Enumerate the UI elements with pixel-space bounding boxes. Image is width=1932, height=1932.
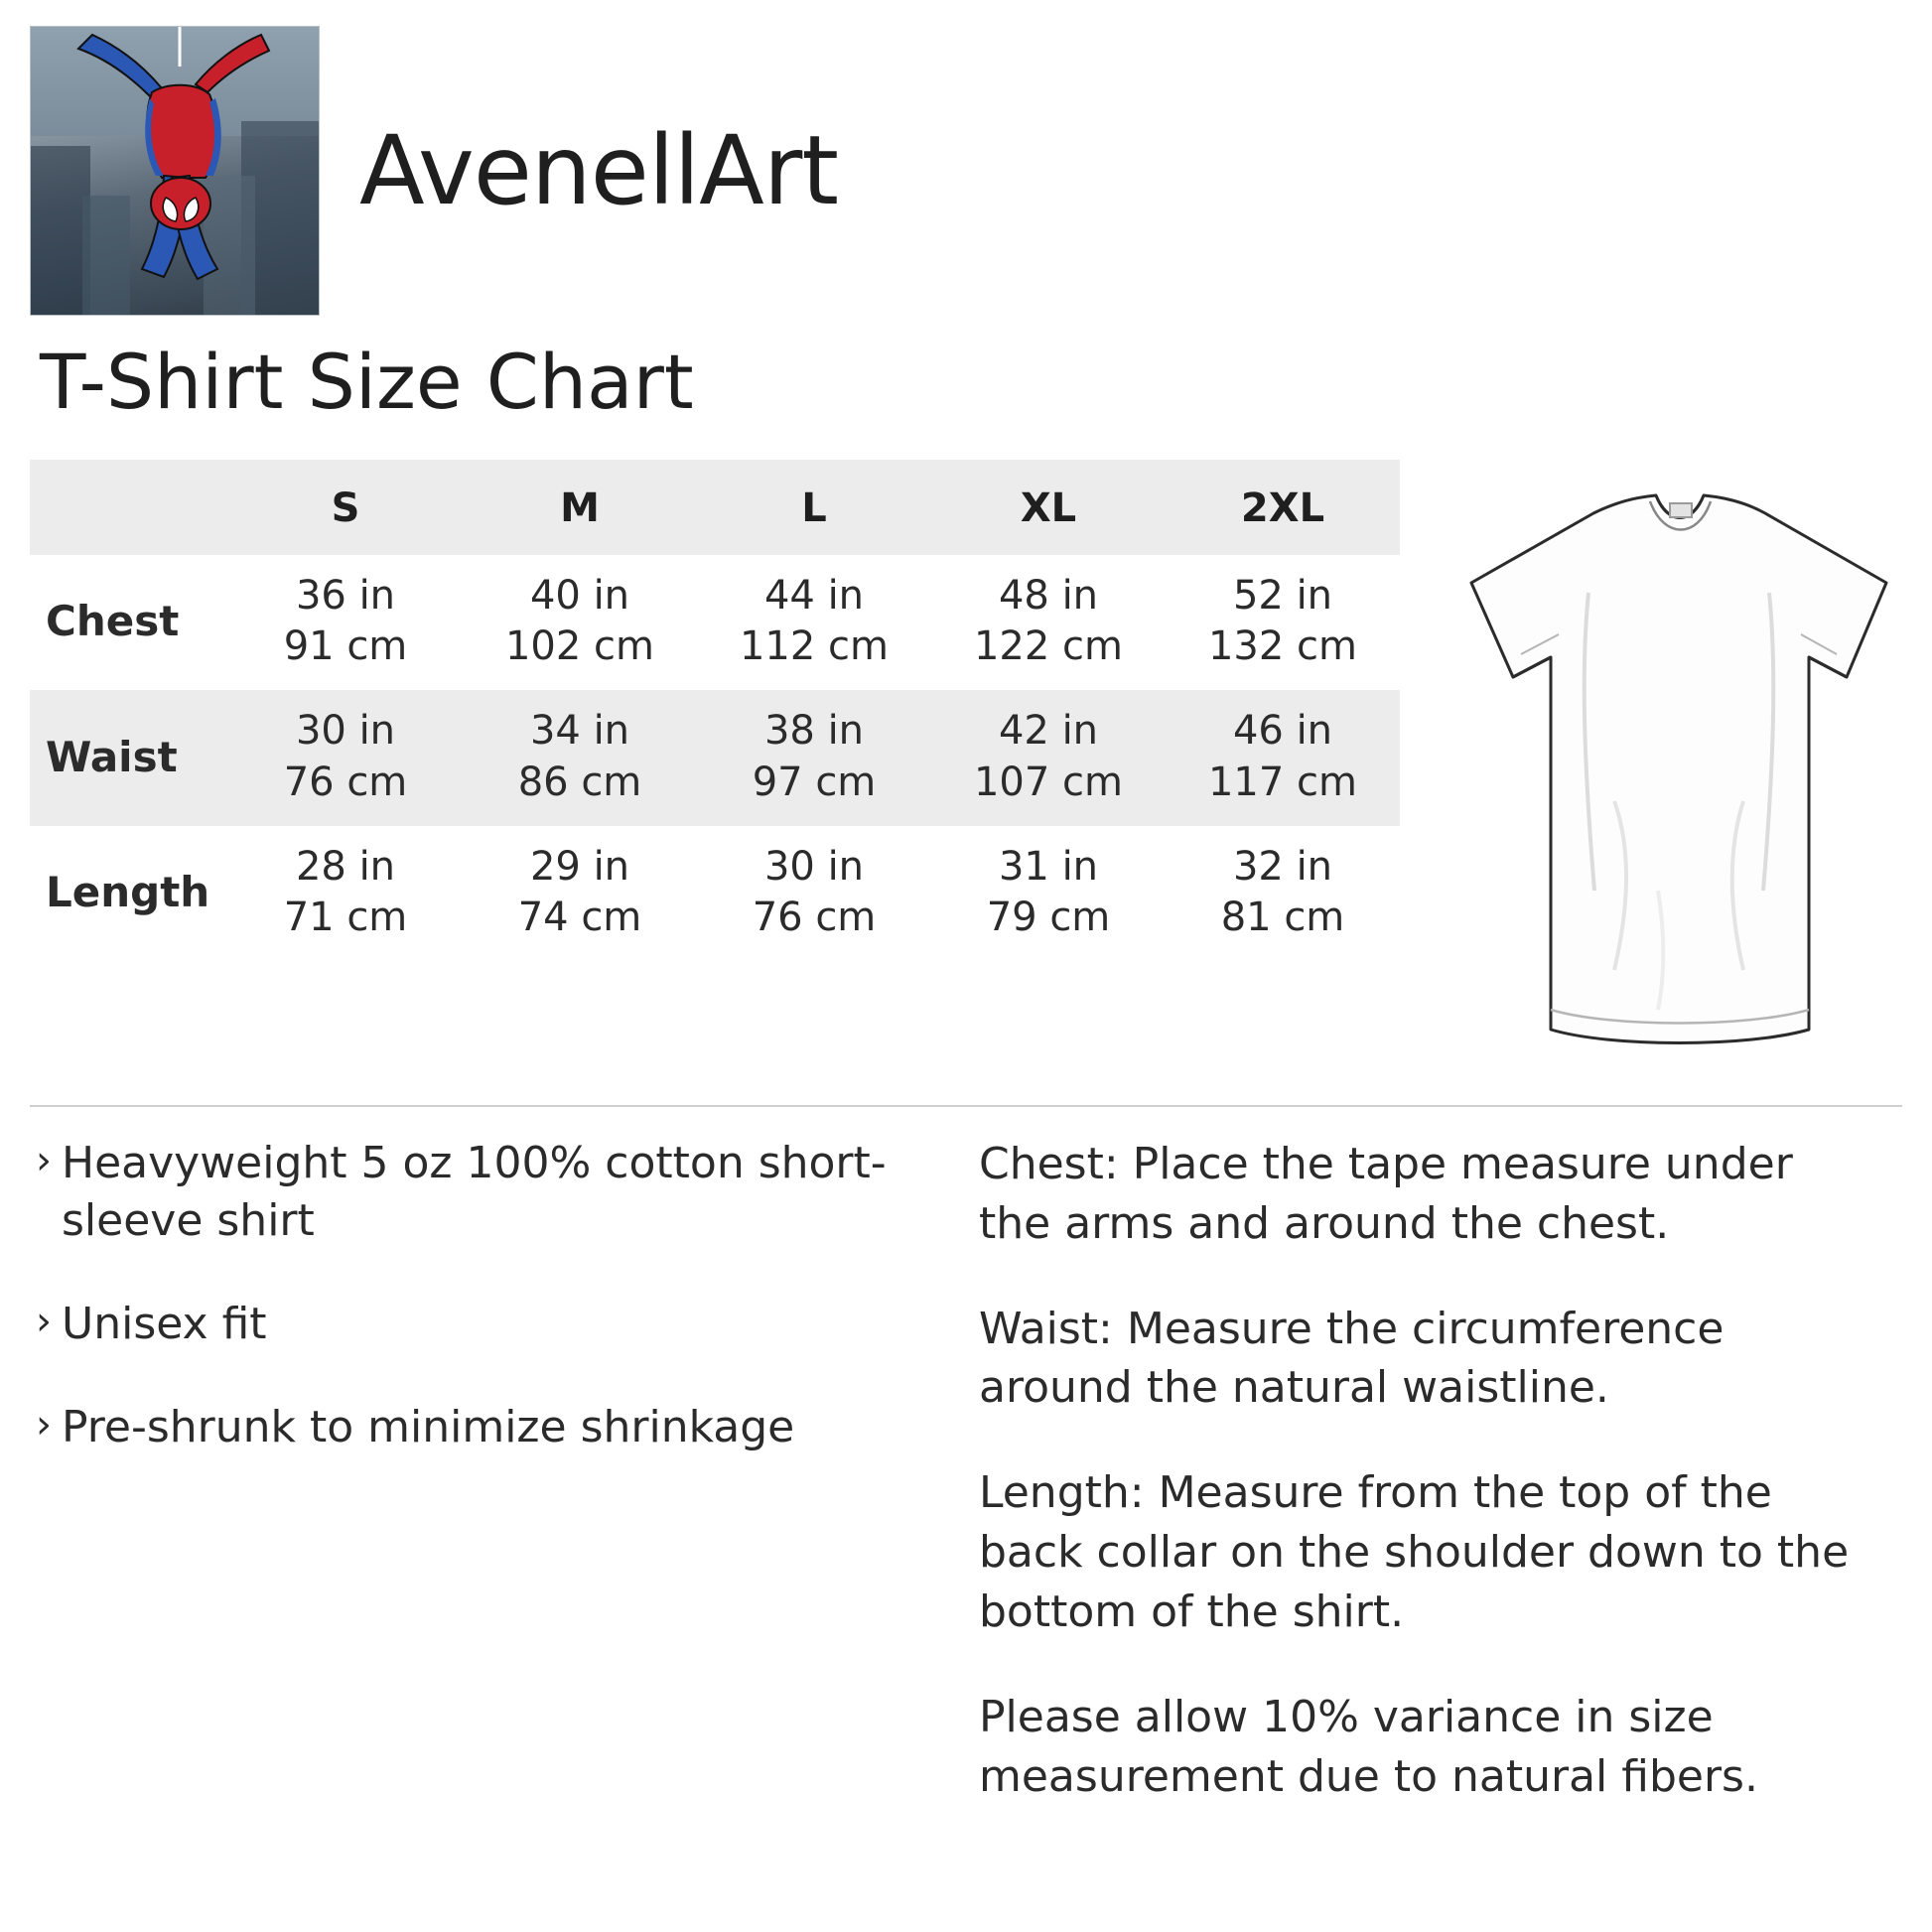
table-row [30,826,1400,961]
value-inches: 40 in [529,573,630,619]
section-divider [30,1105,1902,1107]
chevron-right-icon: › [36,1402,52,1449]
value-cm: 122 cm [973,623,1124,670]
cell-chest-s [228,555,463,690]
row-label-length: Length [46,868,210,917]
cell-chest-2xl [1166,555,1400,690]
value-cm: 79 cm [986,894,1111,940]
value-inches: 52 in [1232,573,1333,619]
cell-length-l [697,826,931,961]
cell-chest-l [697,555,931,690]
bullet-text: Pre-shrunk to minimize shrinkage [62,1402,795,1453]
column-header-s: S [331,485,360,531]
table-header-row [30,460,1400,555]
bullet-text: Unisex fit [62,1299,267,1350]
cell-waist-m [463,690,697,825]
column-header-2xl: 2XL [1240,485,1325,531]
size-table-wrapper [30,460,1400,961]
value-inches: 28 in [295,843,396,890]
value-inches: 46 in [1232,708,1333,755]
brand-header [30,22,1902,320]
chart-and-illustration [30,460,1902,1079]
cell-length-m [463,826,697,961]
spiderman-logo-icon [30,26,320,316]
shirt-illustration-column [1420,460,1932,1079]
value-cm: 71 cm [283,894,408,940]
value-cm: 97 cm [752,759,877,805]
cell-waist-2xl [1166,690,1400,825]
value-inches: 34 in [529,708,630,755]
value-cm: 117 cm [1207,759,1358,805]
brand-name: AvenellArt [359,115,838,226]
size-table-body [30,555,1400,961]
value-cm: 74 cm [517,894,642,940]
table-row [30,690,1400,825]
list-item [36,1135,959,1250]
value-inches: 48 in [998,573,1099,619]
note-waist: Waist: Measure the circumference around the natural waistline. [979,1303,1725,1414]
cell-length-xl [931,826,1166,961]
column-header-m: M [560,485,600,531]
value-inches: 32 in [1232,843,1333,890]
bullet-text: Heavyweight 5 oz 100% cotton short-sleeve shirt [62,1138,887,1247]
list-item [36,1399,959,1456]
spiderman-figure-icon [31,27,319,315]
value-cm: 102 cm [504,623,655,670]
feature-bullets [30,1135,959,1852]
value-cm: 86 cm [517,759,642,805]
chevron-right-icon: › [36,1138,52,1183]
page-title: T-Shirt Size Chart [40,338,694,426]
chevron-right-icon: › [36,1299,52,1345]
row-label-waist: Waist [46,732,178,781]
value-cm: 81 cm [1220,894,1345,940]
value-inches: 38 in [763,708,865,755]
cell-chest-xl [931,555,1166,690]
cell-waist-xl [931,690,1166,825]
value-inches: 31 in [998,843,1099,890]
cell-length-s [228,826,463,961]
measurement-notes [979,1135,1902,1852]
details-section [30,1117,1902,1852]
table-row [30,555,1400,690]
value-cm: 112 cm [739,623,890,670]
column-header-xl: XL [1020,485,1077,531]
tshirt-illustration-icon [1420,474,1932,1079]
cell-chest-m [463,555,697,690]
cell-waist-l [697,690,931,825]
value-inches: 44 in [763,573,865,619]
size-table-head [30,460,1400,555]
value-cm: 76 cm [283,759,408,805]
value-cm: 132 cm [1207,623,1358,670]
value-inches: 42 in [998,708,1099,755]
value-inches: 29 in [529,843,630,890]
value-inches: 36 in [295,573,396,619]
value-inches: 30 in [295,708,396,755]
value-cm: 107 cm [973,759,1124,805]
value-inches: 30 in [763,843,865,890]
column-header-l: L [801,485,827,531]
note-length: Length: Measure from the top of the back collar on the shoulder down to the bottom of the shirt. [979,1467,1850,1637]
size-table [30,460,1400,961]
note-variance: Please allow 10% variance in size measurement due to natural fibers. [979,1691,1758,1802]
corner-cell [30,460,228,555]
row-label-chest: Chest [46,597,180,646]
note-chest: Chest: Place the tape measure under the arms and around the chest. [979,1139,1793,1249]
list-item [36,1296,959,1353]
cell-waist-s [228,690,463,825]
cell-length-2xl [1166,826,1400,961]
value-cm: 91 cm [283,623,408,670]
value-cm: 76 cm [752,894,877,940]
